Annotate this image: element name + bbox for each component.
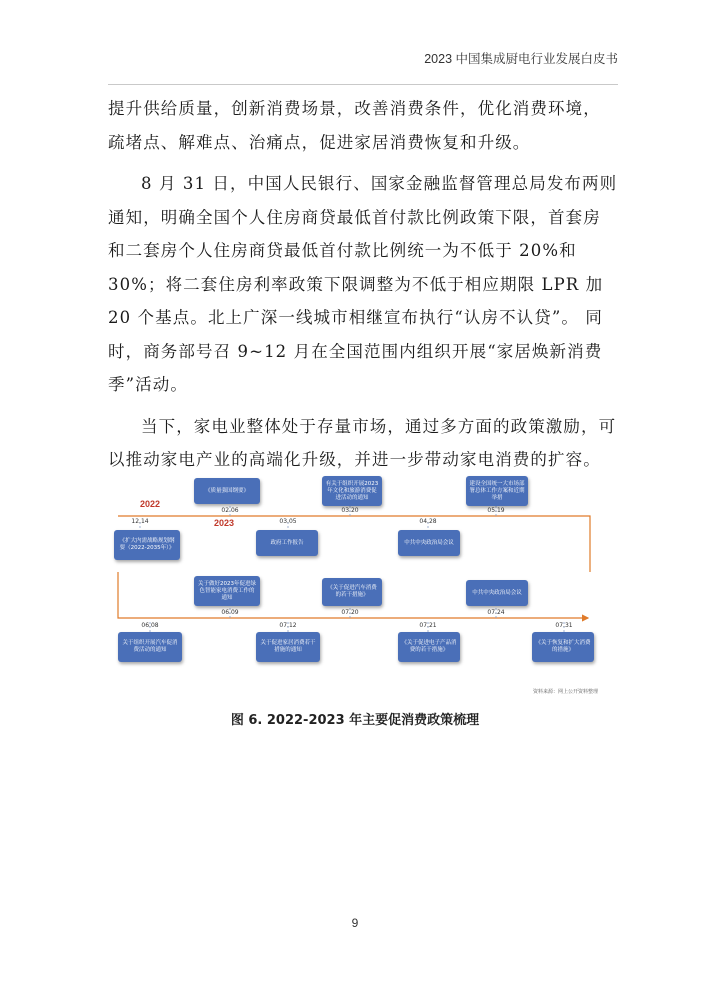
event-date: 07.21 (419, 622, 437, 629)
event-box: 中共中央政治局会议 (466, 580, 528, 606)
event-box: 关于组织开展汽车促消费活动的通知 (118, 632, 182, 662)
paragraph-3: 当下，家电业整体处于存量市场，通过多方面的政策激励，可以推动家电产业的高端化升级，并进一步带动家电消费的扩容。 (108, 416, 617, 469)
policy-timeline-figure (110, 472, 598, 700)
event-box: 中共中央政治局会议 (398, 530, 460, 556)
event-date: 12.14 (131, 518, 149, 525)
event-date: 04.28 (419, 518, 437, 525)
paragraph-2: 8 月 31 日，中国人民银行、国家金融监督管理总局发布两则通知，明确全国个人住房商贷最低首付款比例政策下限，首套房和二套房个人住房商贷最低首付款比例统一为不低于 20%和 30%；将二套住房利率政策下限调整为不低于相应期限 LPR 加 20 个基点。北上广深一线城市相继宣布执行“认房不认贷”。 同时，商务部号召 9~12 月在全国范围内组织开展“家居焕新消费季”活动。 (108, 174, 618, 394)
event-box: 《质量强国纲要》 (194, 478, 260, 504)
event-box: 《关于促进电子产品消费的若干措施》 (398, 632, 460, 662)
event-date: 07.12 (279, 622, 297, 629)
event-date: 03.05 (279, 518, 297, 525)
event-box: 关于做好2023年促进绿色智能家电消费工作的通知 (194, 576, 260, 606)
header-divider (108, 84, 618, 85)
year-label-2022: 2022 (140, 499, 161, 509)
event-date: 07.24 (487, 609, 505, 616)
event-date: 05.19 (487, 507, 505, 514)
event-box: 关于促进家居消费若干措施的通知 (256, 632, 320, 662)
event-box: 《关于促进汽车消费的若干措施》 (322, 578, 382, 606)
header-title: 2023 中国集成厨电行业发展白皮书 (424, 52, 618, 66)
event-date: 03.20 (341, 507, 359, 514)
event-box: 政府工作报告 (256, 530, 318, 556)
event-date: 07.31 (555, 622, 573, 629)
event-date: 07.20 (341, 609, 359, 616)
paragraph-1: 提升供给质量，创新消费场景，改善消费条件，优化消费环境，疏堵点、解难点、治痛点，促进家居消费恢复和升级。 (108, 99, 601, 152)
event-box: 有关于组织开展2023年文化和旅游消费促进活动的通知 (322, 476, 382, 506)
event-date: 06.08 (141, 622, 159, 629)
page-number: 9 (351, 916, 359, 930)
event-box: 《关于恢复和扩大消费的措施》 (532, 632, 594, 662)
figure-caption: 图 6. 2022-2023 年主要促消费政策梳理 (230, 713, 480, 728)
event-date: 06.09 (221, 609, 239, 616)
body-text (108, 92, 618, 485)
event-box: 建设全国统一大市场部署总体工作方案和近期举措 (466, 476, 528, 506)
event-date: 02.06 (221, 507, 239, 514)
year-label-2023: 2023 (214, 518, 235, 528)
figure-source: 资料来源：网上公开资料整理 (532, 689, 598, 695)
event-box: 《扩大内需战略规划纲要（2022-2035年）》 (114, 530, 180, 560)
